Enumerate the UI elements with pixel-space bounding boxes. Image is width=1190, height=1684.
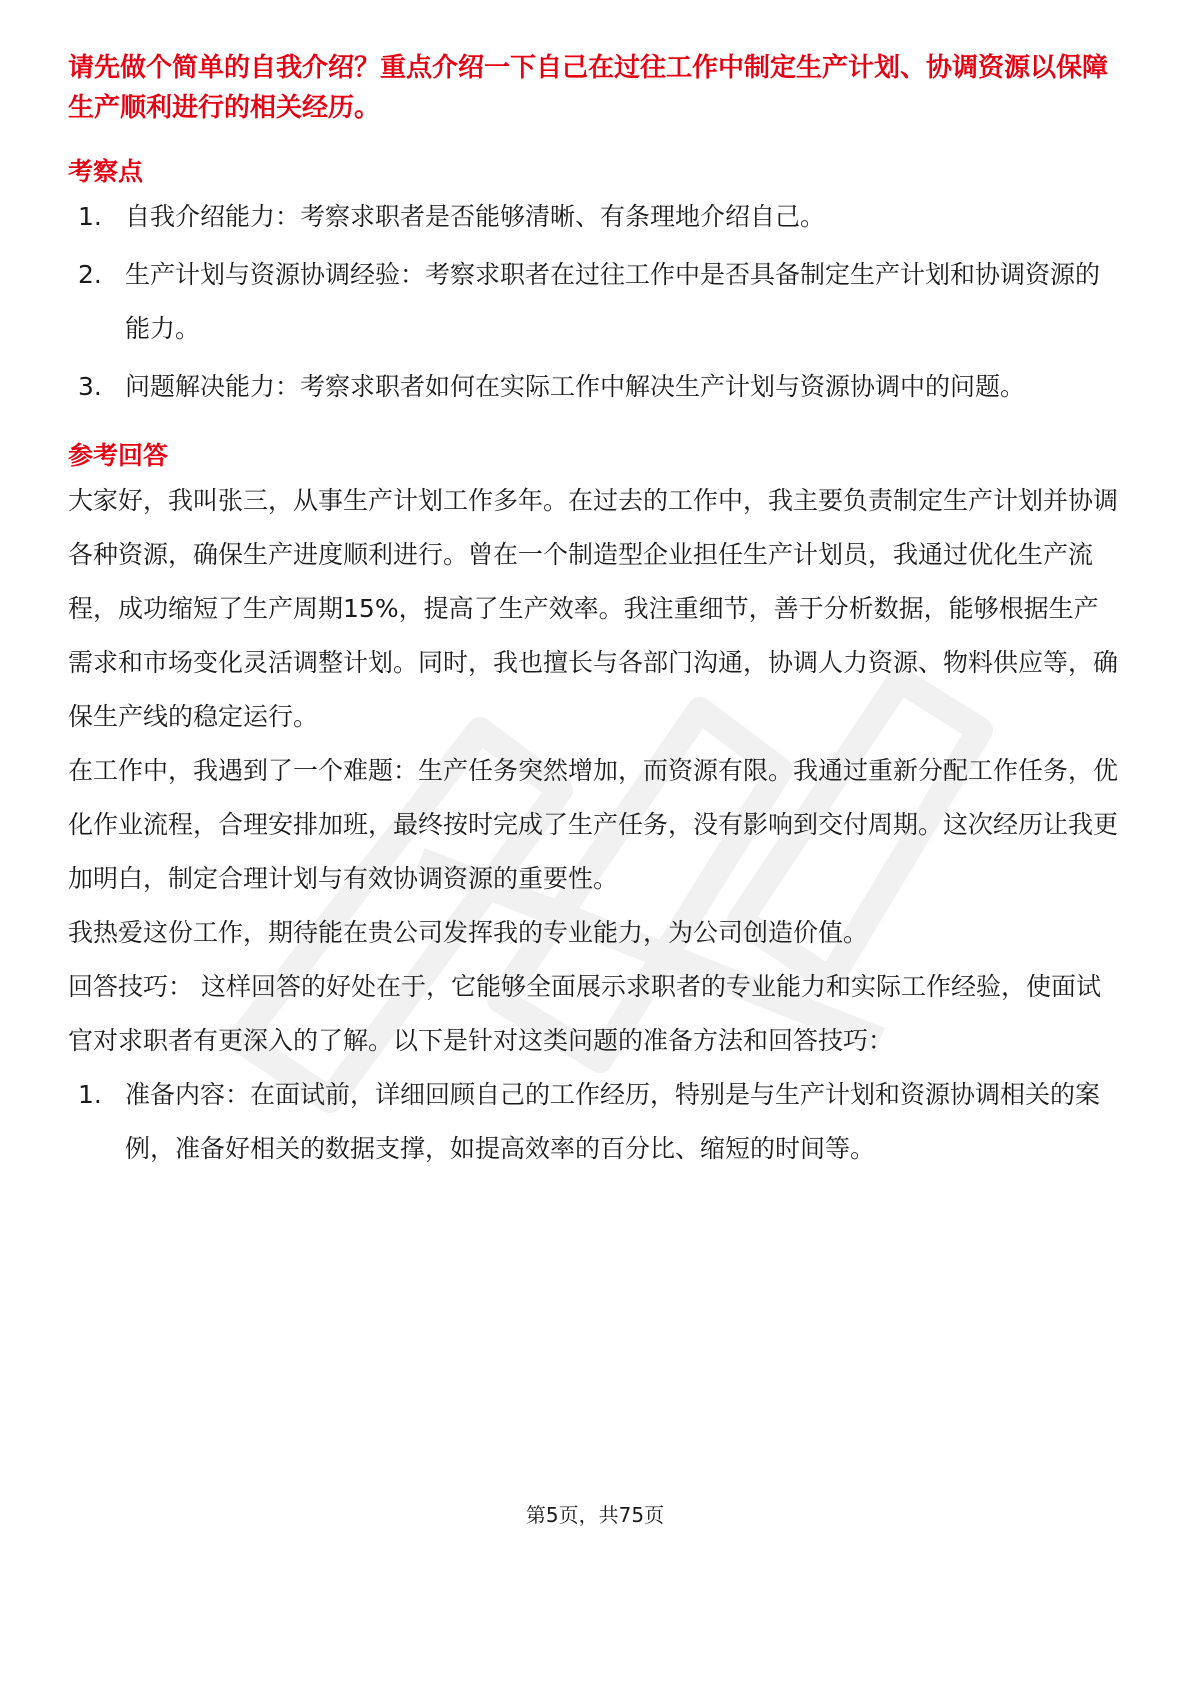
list-item-text: 问题解决能力：考察求职者如何在实际工作中解决生产计划与资源协调中的问题。	[125, 372, 1026, 401]
list-item-text: 生产计划与资源协调经验：考察求职者在过往工作中是否具备制定生产计划和协调资源的能力。	[125, 260, 1101, 343]
answer-paragraph: 我热爱这份工作，期待能在贵公司发挥我的专业能力，为公司创造价值。	[68, 918, 869, 947]
list-item-number: 2.	[78, 260, 102, 289]
answer-paragraph: 大家好，我叫张三，从事生产计划工作多年。在过去的工作中，我主要负责制定生产计划并协调各种资源，确保生产进度顺利进行。曾在一个制造型企业担任生产计划员，我通过优化生产流程，成功缩短了生产周期15%，提高了生产效率。我注重细节，善于分析数据，能够根据生产需求和市场变化灵活调整计划。同时，我也擅长与各部门沟通，协调人力资源、物料供应等，确保生产线的稳定运行。	[68, 486, 1119, 731]
tips-list	[68, 1068, 1122, 1176]
focus-section-title: 考察点	[68, 157, 144, 186]
list-item	[68, 1068, 1122, 1176]
document-page	[68, 48, 1122, 1176]
list-item	[68, 190, 1122, 244]
page-footer: 第5页，共75页	[525, 1503, 665, 1527]
answer-section-title: 参考回答	[68, 441, 169, 470]
list-item	[68, 248, 1122, 356]
answer-paragraph: 在工作中，我遇到了一个难题：生产任务突然增加，而资源有限。我通过重新分配工作任务，优化作业流程，合理安排加班，最终按时完成了生产任务，没有影响到交付周期。这次经历让我更加明白，制定合理计划与有效协调资源的重要性。	[68, 756, 1119, 893]
focus-list	[68, 190, 1122, 414]
list-item	[68, 360, 1122, 414]
list-item-text: 准备内容：在面试前，详细回顾自己的工作经历，特别是与生产计划和资源协调相关的案例，准备好相关的数据支撑，如提高效率的百分比、缩短的时间等。	[125, 1080, 1101, 1163]
list-item-number: 1.	[78, 1080, 102, 1109]
question-heading: 请先做个简单的自我介绍？重点介绍一下自己在过往工作中制定生产计划、协调资源以保障生产顺利进行的相关经历。	[68, 53, 1109, 123]
tips-paragraph: 回答技巧： 这样回答的好处在于，它能够全面展示求职者的专业能力和实际工作经验，使面试官对求职者有更深入的了解。以下是针对这类问题的准备方法和回答技巧：	[68, 972, 1101, 1055]
list-item-number: 1.	[78, 202, 102, 231]
list-item-text: 自我介绍能力：考察求职者是否能够清晰、有条理地介绍自己。	[125, 202, 826, 231]
list-item-number: 3.	[78, 372, 102, 401]
